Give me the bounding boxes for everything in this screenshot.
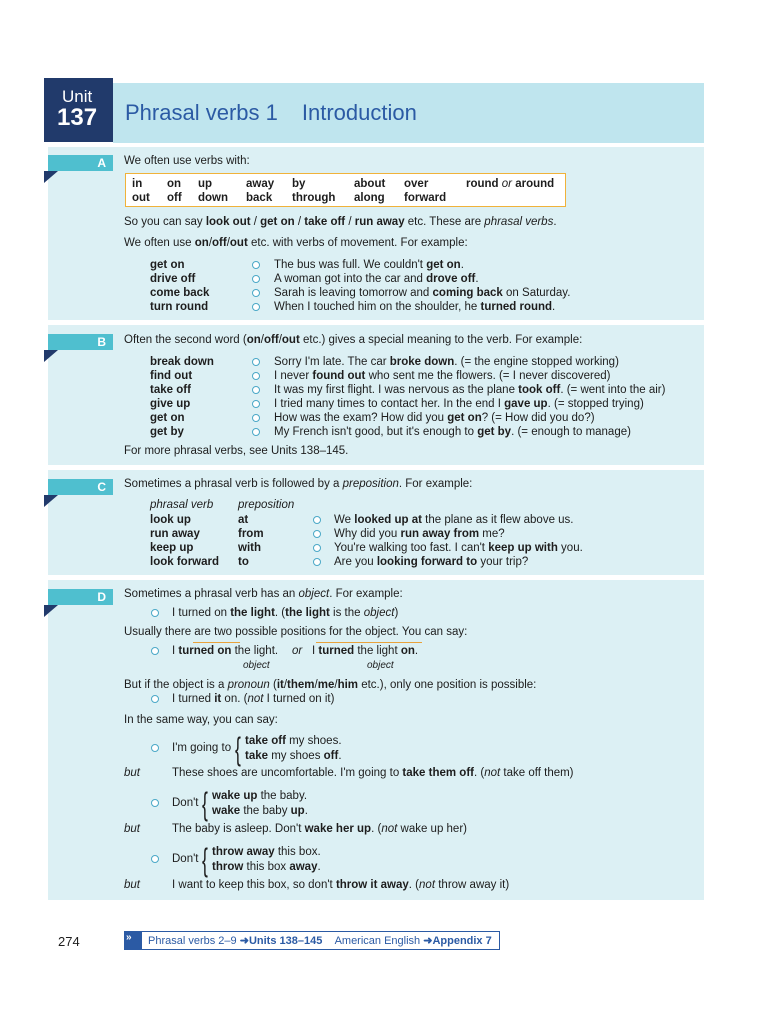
d-example-4-line2: take my shoes off. — [245, 750, 342, 762]
d-but-1: These shoes are uncomfortable. I'm going to take them off. (not take off them) — [172, 767, 574, 779]
d-example-6-line2: throw this box away. — [212, 861, 321, 873]
particle-word: away — [246, 178, 275, 190]
example-verb: look up — [150, 514, 191, 526]
example-verb: take off — [150, 384, 191, 396]
section-d-corner — [44, 605, 58, 617]
particle-word: down — [198, 192, 229, 204]
example-sentence: When I touched him on the shoulder, he turned round. — [274, 301, 556, 313]
section-a-intro: We often use verbs with: — [124, 155, 250, 167]
section-a-line2: So you can say look out / get on / take off / run away etc. These are phrasal verbs. — [124, 216, 557, 228]
column-header-phrasal-verb: phrasal verb — [150, 499, 214, 511]
bullet-icon — [252, 289, 260, 297]
particle-round-or-around: round or around — [466, 178, 555, 190]
brace-icon: { — [202, 842, 208, 878]
bullet-icon — [151, 799, 159, 807]
arrow-icon: ➜ — [239, 935, 249, 947]
cross-reference-text[interactable]: Phrasal verbs 2–9 ➜Units 138–145 American English ➜Appendix 7 — [148, 935, 492, 947]
example-sentence: I never found out who sent me the flowers. (= I never discovered) — [274, 370, 611, 382]
particle-word: on — [167, 178, 182, 190]
example-sentence: Are you looking forward to your trip? — [334, 556, 529, 568]
example-verb: turn round — [150, 301, 209, 313]
example-sentence: The bus was full. We couldn't get on. — [274, 259, 464, 271]
bullet-icon — [252, 275, 260, 283]
but-label: but — [124, 879, 140, 891]
section-b-more: For more phrasal verbs, see Units 138–145. — [124, 445, 349, 457]
example-preposition: with — [238, 542, 261, 554]
d-example-4-line1: take off my shoes. — [245, 735, 342, 747]
bullet-icon — [252, 428, 260, 436]
example-verb: drive off — [150, 273, 196, 285]
d-but-2: The baby is asleep. Don't wake her up. (not wake up her) — [172, 823, 467, 835]
d-example-2-or: or — [292, 645, 303, 657]
bullet-icon — [252, 358, 260, 366]
example-verb: get on — [150, 412, 185, 424]
d-example-5-lead: Don't — [172, 797, 199, 809]
example-sentence: It was my first flight. I was nervous as the plane took off. (= went into the air) — [274, 384, 666, 396]
units-link[interactable]: Units 138–145 — [248, 935, 323, 947]
example-sentence: How was the exam? How did you get on? (= How did you do?) — [274, 412, 595, 424]
d-example-1: I turned on the light. (the light is the object) — [172, 607, 399, 619]
bullet-icon — [313, 558, 321, 566]
section-d-intro: Sometimes a phrasal verb has an object. For example: — [124, 588, 403, 600]
bullet-icon — [252, 303, 260, 311]
bullet-icon — [151, 855, 159, 863]
bullet-icon — [313, 530, 321, 538]
particle-word: about — [354, 178, 386, 190]
d-example-6-line1: throw away this box. — [212, 846, 321, 858]
arrow-icon: ➜ — [423, 935, 433, 947]
example-sentence: I tried many times to contact her. In the end I gave up. (= stopped trying) — [274, 398, 644, 410]
particle-word: over — [404, 178, 429, 190]
example-sentence: Sorry I'm late. The car broke down. (= the engine stopped working) — [274, 356, 619, 368]
section-a-corner — [44, 171, 58, 183]
unit-number: 137 — [57, 104, 98, 131]
bullet-icon — [151, 744, 159, 752]
example-verb: get on — [150, 259, 185, 271]
d-example-5-line1: wake up the baby. — [212, 790, 308, 802]
particle-word: through — [292, 192, 336, 204]
example-verb: find out — [150, 370, 193, 382]
bullet-icon — [151, 695, 159, 703]
section-a-line3: We often use on/off/out etc. with verbs of movement. For example: — [124, 237, 468, 249]
object-label: object — [367, 660, 394, 671]
section-b-intro: Often the second word (on/off/out etc.) gives a special meaning to the verb. For example: — [124, 334, 583, 346]
d-example-4-lead: I'm going to — [172, 742, 232, 754]
title-part1: Phrasal verbs 1 — [125, 100, 278, 125]
underline-mark — [193, 642, 240, 643]
double-chevron-icon: » — [126, 932, 132, 943]
bullet-icon — [252, 261, 260, 269]
but-label: but — [124, 823, 140, 835]
bullet-icon — [313, 516, 321, 524]
example-preposition: from — [238, 528, 264, 540]
page-title — [125, 100, 417, 126]
particle-word: out — [132, 192, 150, 204]
unit-label: Unit — [62, 87, 93, 106]
example-verb: give up — [150, 398, 191, 410]
but-label: but — [124, 767, 140, 779]
bullet-icon — [313, 544, 321, 552]
example-sentence: We looked up at the plane as it flew above us. — [334, 514, 574, 526]
particle-word: up — [198, 178, 213, 190]
particle-word: along — [354, 192, 385, 204]
example-sentence: My French isn't good, but it's enough to get by. (= enough to manage) — [274, 426, 631, 438]
section-c-intro: Sometimes a phrasal verb is followed by a preposition. For example: — [124, 478, 473, 490]
bullet-icon — [151, 647, 159, 655]
d-usually: Usually there are two possible positions for the object. You can say: — [124, 626, 468, 638]
particle-word: by — [292, 178, 306, 190]
section-c-tab: C — [48, 479, 113, 495]
bullet-icon — [252, 414, 260, 422]
cross-reference-tab — [124, 931, 142, 950]
example-sentence: Why did you run away from me? — [334, 528, 505, 540]
bullet-icon — [252, 400, 260, 408]
particle-word: off — [167, 192, 182, 204]
d-example-5-line2: wake the baby up. — [212, 805, 308, 817]
d-example-6-lead: Don't — [172, 853, 199, 865]
brace-icon: { — [235, 731, 241, 767]
particle-word: forward — [404, 192, 447, 204]
column-header-preposition: preposition — [238, 499, 295, 511]
section-c-corner — [44, 495, 58, 507]
bullet-icon — [252, 386, 260, 394]
example-verb: come back — [150, 287, 210, 299]
section-b-corner — [44, 350, 58, 362]
d-example-2b: I turned the light on. — [312, 645, 419, 657]
example-sentence: A woman got into the car and drove off. — [274, 273, 479, 285]
section-a-tab: A — [48, 155, 113, 171]
example-verb: break down — [150, 356, 214, 368]
particle-word: in — [132, 178, 143, 190]
example-verb: run away — [150, 528, 200, 540]
particle-word: back — [246, 192, 273, 204]
d-example-2a: I turned on the light. — [172, 645, 279, 657]
page-number: 274 — [58, 934, 80, 949]
appendix-link[interactable]: Appendix 7 — [432, 935, 492, 947]
section-d-tab: D — [48, 589, 113, 605]
title-part2: Introduction — [301, 100, 417, 125]
d-example-3: I turned it on. (not I turned on it) — [172, 693, 335, 705]
example-verb: look forward — [150, 556, 220, 568]
example-preposition: to — [238, 556, 249, 568]
object-label: object — [243, 660, 270, 671]
underline-mark — [316, 642, 422, 643]
d-but-3: I want to keep this box, so don't throw it away. (not throw away it) — [172, 879, 510, 891]
example-sentence: Sarah is leaving tomorrow and coming back on Saturday. — [274, 287, 571, 299]
d-pronoun: But if the object is a pronoun (it/them/me/him etc.), only one position is possible: — [124, 679, 537, 691]
d-same-way: In the same way, you can say: — [124, 714, 278, 726]
example-sentence: You're walking too fast. I can't keep up with you. — [334, 542, 583, 554]
section-b-tab: B — [48, 334, 113, 350]
example-verb: keep up — [150, 542, 194, 554]
example-preposition: at — [238, 514, 249, 526]
example-verb: get by — [150, 426, 184, 438]
bullet-icon — [151, 609, 159, 617]
bullet-icon — [252, 372, 260, 380]
brace-icon: { — [202, 786, 208, 822]
